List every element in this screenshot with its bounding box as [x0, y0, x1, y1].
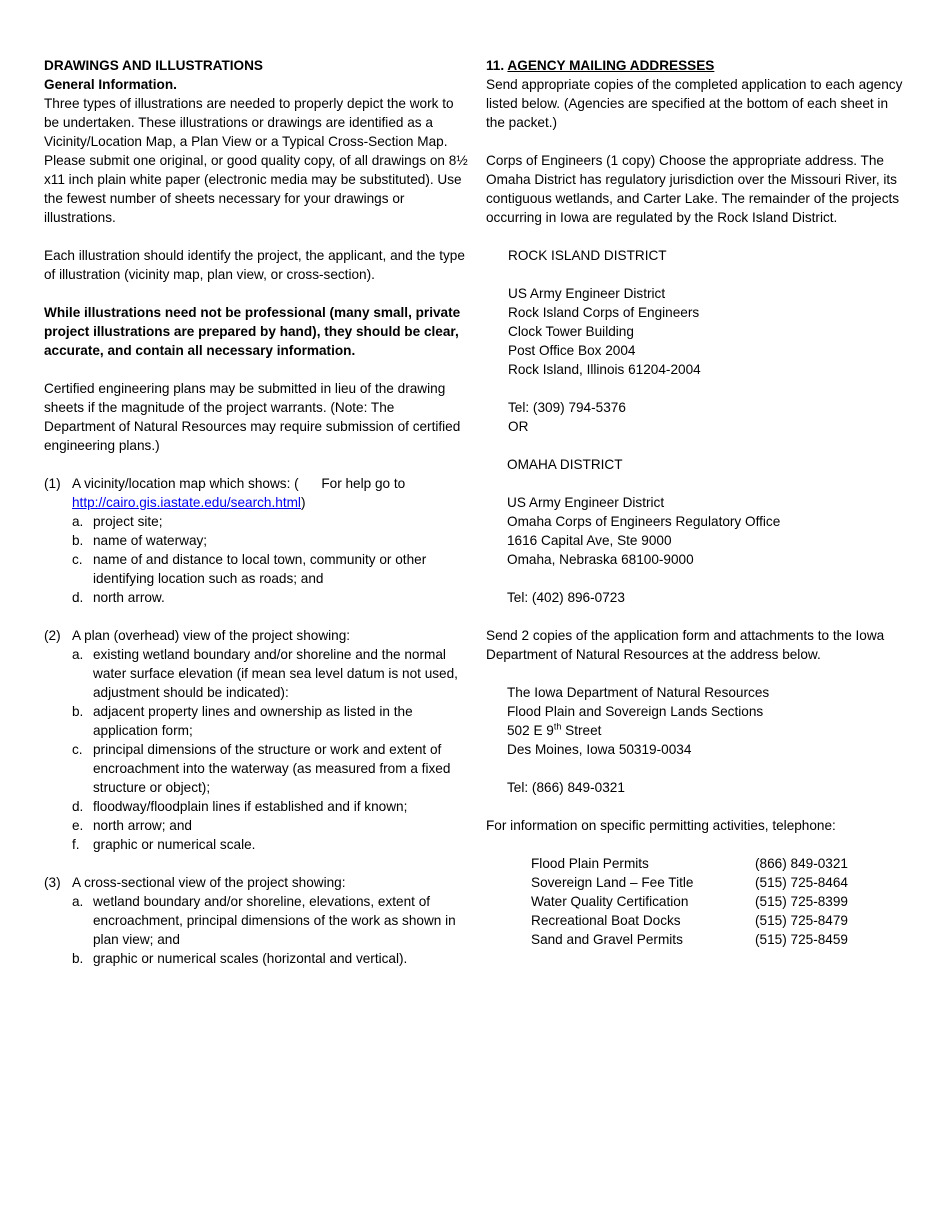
- link-close-paren: ): [300, 495, 306, 510]
- dnr-address: [486, 683, 910, 797]
- sub-text: graphic or numerical scale.: [93, 837, 256, 852]
- list-text: A vicinity/location map which shows: (: [72, 476, 299, 491]
- permit-phone: (515) 725-8479: [755, 913, 848, 928]
- sub-text: project site;: [93, 514, 163, 529]
- address-line: Omaha, Nebraska 68100-9000: [507, 552, 694, 567]
- permit-phone: (515) 725-8459: [755, 932, 848, 947]
- permit-phone: (515) 725-8399: [755, 894, 848, 909]
- address-line: Rock Island, Illinois 61204-2004: [508, 362, 701, 377]
- sub-item: [72, 816, 468, 835]
- sub-letter: e.: [72, 818, 84, 833]
- sub-letter: a.: [72, 894, 84, 909]
- sub-item: [72, 550, 468, 588]
- paragraph-send-copies: Send appropriate copies of the completed application to each agency listed below. (Agencies are specified at the bottom of each sheet in the packet.): [486, 77, 903, 130]
- sub-letter: f.: [72, 837, 80, 852]
- phone-table: [531, 854, 848, 949]
- address-line: US Army Engineer District: [507, 495, 665, 510]
- sub-text: north arrow; and: [93, 818, 192, 833]
- sub-text: graphic or numerical scales (horizontal and vertical).: [93, 951, 408, 966]
- telephone: Tel: (309) 794-5376: [508, 400, 626, 415]
- paragraph-quality-note: While illustrations need not be professional (many small, private project illustrations are prepared by hand), they should be clear, accurate, and contain all necessary information.: [44, 305, 461, 358]
- sub-text: name of and distance to local town, community or other identifying location such as roads; and: [93, 552, 427, 586]
- sub-item: [72, 949, 468, 968]
- right-column: [486, 56, 910, 949]
- permit-name: Sand and Gravel Permits: [531, 932, 683, 947]
- sub-text: adjacent property lines and ownership as listed in the application form;: [93, 704, 413, 738]
- address-line: Post Office Box 2004: [508, 343, 636, 358]
- sub-text: wetland boundary and/or shoreline, elevations, extent of encroachment, principal dimensions of the work as shown in plan view; and: [93, 894, 456, 947]
- permit-name: Recreational Boat Docks: [531, 913, 681, 928]
- table-row: [531, 854, 848, 873]
- section-heading: DRAWINGS AND ILLUSTRATIONS: [44, 58, 263, 73]
- sub-item: [72, 531, 468, 550]
- paragraph-info: For information on specific permitting activities, telephone:: [486, 818, 836, 833]
- subheading: General Information.: [44, 77, 177, 92]
- table-row: [531, 873, 848, 892]
- district-title: ROCK ISLAND DISTRICT: [508, 248, 667, 263]
- ordinal-suffix: th: [553, 721, 562, 732]
- sub-text: existing wetland boundary and/or shoreline and the normal water surface elevation (if mean sea level datum is not used, adjustment should be indicated):: [93, 647, 458, 700]
- table-row: [531, 892, 848, 911]
- sub-text: north arrow.: [93, 590, 165, 605]
- sub-item: [72, 702, 468, 740]
- address-line: Clock Tower Building: [508, 324, 634, 339]
- table-row: [531, 930, 848, 949]
- address-line: 1616 Capital Ave, Ste 9000: [507, 533, 672, 548]
- sub-item: [72, 645, 468, 702]
- address-line: US Army Engineer District: [508, 286, 666, 301]
- district-title: OMAHA DISTRICT: [507, 457, 623, 472]
- sub-item: [72, 512, 468, 531]
- street-name: Street: [561, 723, 602, 738]
- permit-name: Water Quality Certification: [531, 894, 689, 909]
- list-number: (3): [44, 875, 61, 890]
- sub-letter: c.: [72, 742, 83, 757]
- list-item-cross-section: [44, 873, 468, 968]
- telephone: Tel: (402) 896-0723: [507, 590, 625, 605]
- address-line: Omaha Corps of Engineers Regulatory Office: [507, 514, 781, 529]
- left-column: [44, 56, 468, 968]
- paragraph-identification: Each illustration should identify the project, the applicant, and the type of illustration (vicinity map, plan view, or cross-section).: [44, 248, 465, 282]
- permit-name: Flood Plain Permits: [531, 856, 649, 871]
- gis-search-link[interactable]: http://cairo.gis.iastate.edu/search.html: [72, 495, 301, 510]
- telephone: Tel: (866) 849-0321: [507, 780, 625, 795]
- help-text: For help go to: [321, 476, 406, 491]
- sub-item: [72, 588, 468, 607]
- list-text: A cross-sectional view of the project showing:: [72, 875, 346, 890]
- paragraph-certified-plans: Certified engineering plans may be submitted in lieu of the drawing sheets if the magnitude of the project warrants. (Note: The Department of Natural Resources may require submission of certified engineering plans.): [44, 381, 461, 453]
- address-line: Rock Island Corps of Engineers: [508, 305, 700, 320]
- address-line: [507, 721, 910, 740]
- list-number: (2): [44, 628, 61, 643]
- section-number: 11.: [486, 58, 508, 73]
- permit-phone: (515) 725-8464: [755, 875, 848, 890]
- permit-phone: (866) 849-0321: [755, 856, 848, 871]
- list-text: A plan (overhead) view of the project showing:: [72, 628, 351, 643]
- omaha-address: [486, 455, 910, 607]
- paragraph-corps: Corps of Engineers (1 copy) Choose the appropriate address. The Omaha District has regulatory jurisdiction over the Missouri River, its contiguous wetlands, and Carter Lake. The remainder of the projects occurring in Iowa are regulated by the Rock Island District.: [486, 153, 900, 225]
- address-line: Flood Plain and Sovereign Lands Sections: [507, 704, 764, 719]
- list-number: (1): [44, 476, 61, 491]
- section-heading: [486, 56, 910, 75]
- section-title: AGENCY MAILING ADDRESSES: [507, 58, 715, 73]
- or-separator: OR: [508, 419, 529, 434]
- address-line: Des Moines, Iowa 50319-0034: [507, 742, 692, 757]
- paragraph-dnr-copies: Send 2 copies of the application form and attachments to the Iowa Department of Natural Resources at the address below.: [486, 628, 885, 662]
- sub-letter: d.: [72, 799, 84, 814]
- sub-letter: a.: [72, 514, 84, 529]
- sub-text: name of waterway;: [93, 533, 208, 548]
- sub-item: [72, 835, 468, 854]
- sub-letter: b.: [72, 533, 84, 548]
- list-item-plan-view: [44, 626, 468, 854]
- sub-letter: d.: [72, 590, 84, 605]
- sub-letter: b.: [72, 951, 84, 966]
- sub-text: principal dimensions of the structure or work and extent of encroachment into the waterway (as measured from a fixed structure or object);: [93, 742, 451, 795]
- paragraph-illustration-types: Three types of illustrations are needed to properly depict the work to be undertaken. These illustrations or drawings are identified as a Vicinity/Location Map, a Plan View or a Typical Cross-Section Map. Please submit one original, or good quality copy, of all drawings on 8½ x11 inch plain white paper (electronic media may be substituted). Use the fewest number of sheets necessary for your drawings or illustrations.: [44, 96, 468, 225]
- address-line: The Iowa Department of Natural Resources: [507, 685, 770, 700]
- sub-letter: b.: [72, 704, 84, 719]
- sub-text: floodway/floodplain lines if established and if known;: [93, 799, 408, 814]
- list-item-vicinity-map: [44, 474, 468, 607]
- sub-letter: a.: [72, 647, 84, 662]
- sub-item: [72, 892, 468, 949]
- sub-letter: c.: [72, 552, 83, 567]
- table-row: [531, 911, 848, 930]
- rock-island-address: [486, 246, 910, 436]
- street-number: 502 E 9: [507, 723, 554, 738]
- permit-name: Sovereign Land – Fee Title: [531, 875, 694, 890]
- sub-item: [72, 797, 468, 816]
- sub-item: [72, 740, 468, 797]
